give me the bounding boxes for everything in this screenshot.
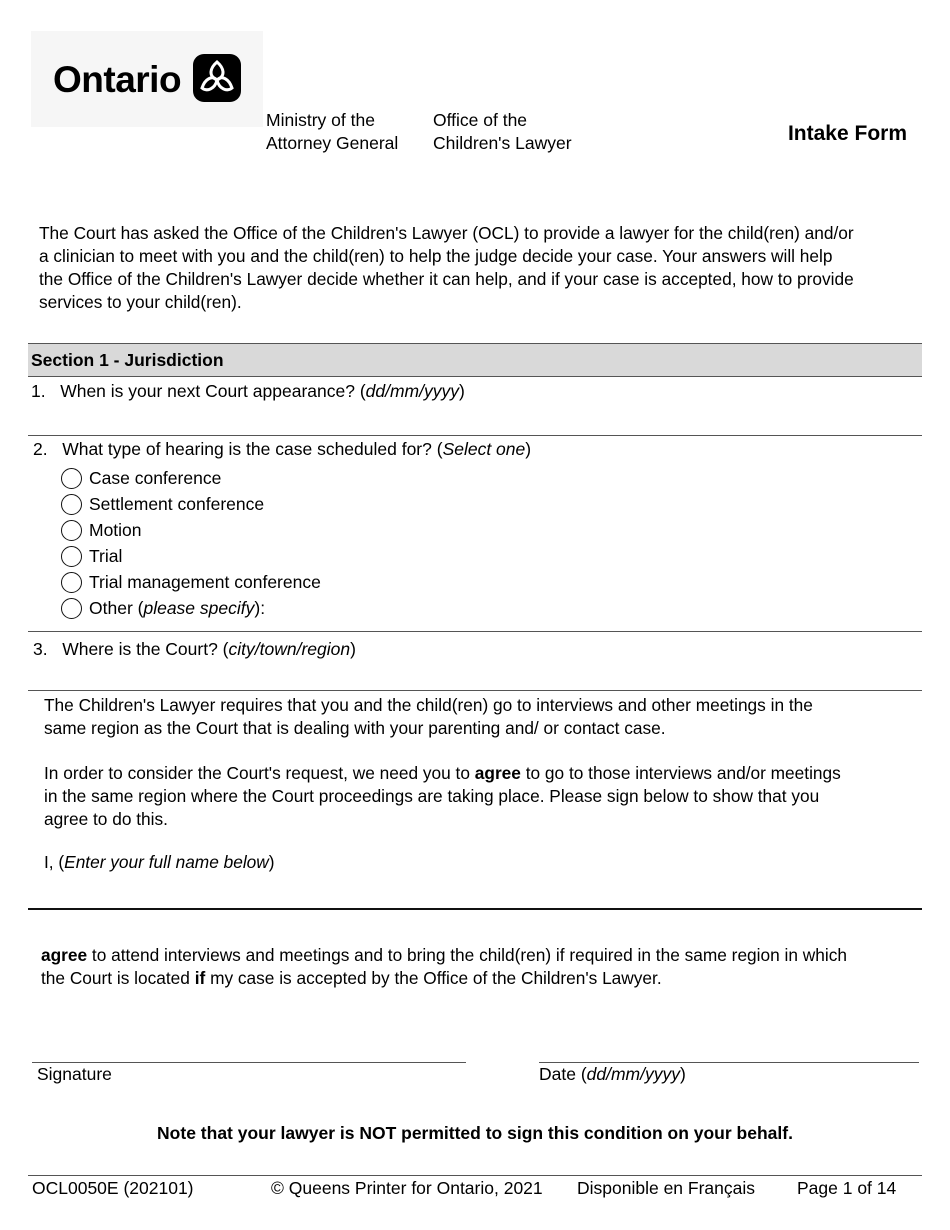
option-label: Trial management conference xyxy=(89,572,321,592)
intro-paragraph: The Court has asked the Office of the Children's Lawyer (OCL) to provide a lawyer for the child(ren) and/or a clinician to meet with you and the child(ren) to help the judge decide your case. Your answers will help the Office of the Children's Lawyer decide whether it can help, and if your case is accepted, how to provide services to your child(ren). xyxy=(39,223,854,312)
copyright: © Queens Printer for Ontario, 2021 xyxy=(271,1178,543,1198)
option-label-other: Other (please specify): xyxy=(89,598,266,618)
section-1-header: Section 1 - Jurisdiction xyxy=(28,343,922,377)
ontario-logo-text: Ontario xyxy=(53,59,182,100)
form-title: Intake Form xyxy=(787,122,907,145)
option-label: Trial xyxy=(89,546,123,566)
radio-case-conference[interactable] xyxy=(61,468,82,489)
other-specify-input[interactable] xyxy=(280,596,920,622)
question-1: 1. When is your next Court appearance? (dd/mm/yyyy) xyxy=(31,381,465,401)
radio-settlement-conference[interactable] xyxy=(61,494,82,515)
ministry-name: Ministry of the Attorney General xyxy=(266,110,399,153)
signature-label: Signature xyxy=(37,1064,112,1084)
option-label: Motion xyxy=(89,520,142,540)
page-number: Page 1 of 14 xyxy=(797,1178,897,1198)
agreement-statement: agree to attend interviews and meetings and to bring the child(ren) if required in the same region in which the Court is located if my case is accepted by the Office of the Children's Lawyer. xyxy=(41,945,847,988)
radio-trial-management-conference[interactable] xyxy=(61,572,82,593)
date-label: Date (dd/mm/yyyy) xyxy=(539,1064,686,1084)
court-appearance-date-input[interactable] xyxy=(380,402,920,434)
signature-date-input[interactable] xyxy=(539,1022,919,1060)
question-3: 3. Where is the Court? (city/town/region) xyxy=(33,639,356,659)
agreement-paragraph-1: The Children's Lawyer requires that you and the child(ren) go to interviews and other meetings in the same region as the Court that is dealing with your parenting and/ or contact case. xyxy=(44,695,813,738)
full-name-input[interactable] xyxy=(30,876,920,906)
name-line xyxy=(28,908,922,910)
divider xyxy=(28,690,922,691)
footer-divider xyxy=(28,1175,922,1176)
office-name: Office of the Children's Lawyer xyxy=(433,110,572,153)
question-2: 2. What type of hearing is the case scheduled for? (Select one) xyxy=(33,439,532,459)
option-label: Settlement conference xyxy=(89,494,265,514)
radio-other[interactable] xyxy=(61,598,82,619)
divider xyxy=(28,631,922,632)
form-code: OCL0050E (202101) xyxy=(32,1178,194,1198)
divider xyxy=(28,435,922,436)
full-name-label: I, (Enter your full name below) xyxy=(44,852,275,872)
radio-motion[interactable] xyxy=(61,520,82,541)
radio-trial[interactable] xyxy=(61,546,82,567)
option-label: Case conference xyxy=(89,468,222,488)
signing-note: Note that your lawyer is NOT permitted to sign this condition on your behalf. xyxy=(157,1123,793,1143)
french-version-link[interactable]: Disponible en Français xyxy=(577,1178,756,1198)
agreement-paragraph-2: In order to consider the Court's request, we need you to agree to go to those interviews and/or meetings in the same region where the Court proceedings are taking place. Please sign below to show that you agree to do this. xyxy=(44,763,841,829)
court-location-input[interactable] xyxy=(380,658,920,688)
signature-field[interactable] xyxy=(32,1022,466,1060)
trillium-logo-icon xyxy=(193,54,241,102)
